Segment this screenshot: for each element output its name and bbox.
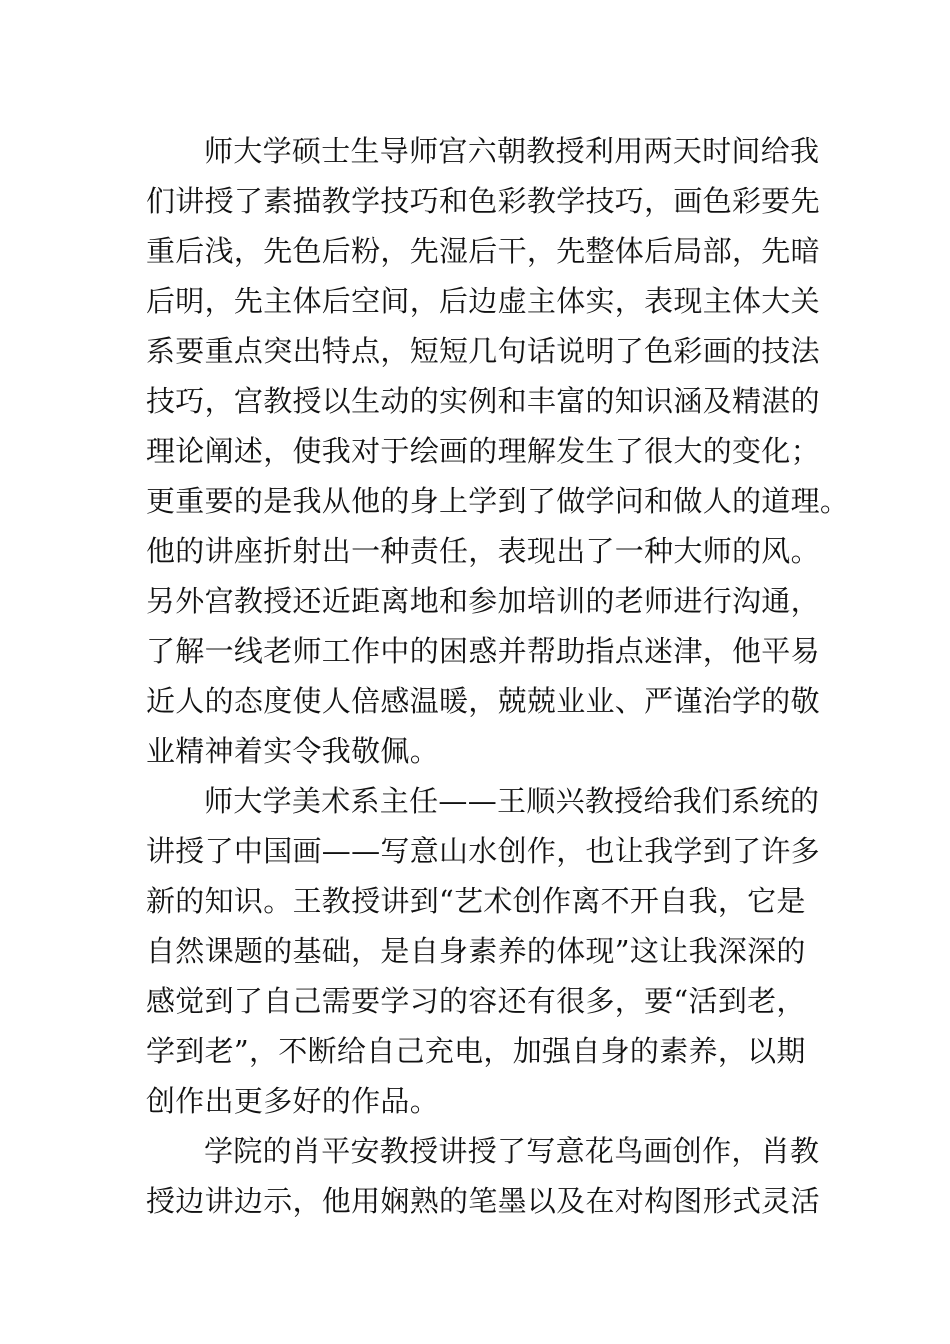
paragraph-1-line-4: 后明，先主体后空间，后边虚主体实，表现主体大关	[146, 284, 820, 318]
paragraph-1-line-3: 重后浅，先色后粉，先湿后干，先整体后局部，先暗	[146, 234, 820, 268]
paragraph-1-line-1: 师大学硕士生导师宫六朝教授利用两天时间给我	[204, 134, 820, 168]
paragraph-1-line-12: 近人的态度使人倍感温暖，兢兢业业、严谨治学的敬	[146, 684, 820, 718]
paragraph-1-line-9: 他的讲座折射出一种责任，表现出了一种大师的风。	[146, 534, 820, 568]
paragraph-2-line-4: 自然课题的基础，是自身素养的体现”这让我深深的	[146, 934, 806, 968]
paragraph-2-line-5: 感觉到了自己需要学习的容还有很多，要“活到老，	[146, 984, 806, 1018]
paragraph-1-line-2: 们讲授了素描教学技巧和色彩教学技巧，画色彩要先	[146, 184, 820, 218]
paragraph-1-line-6: 技巧，宫教授以生动的实例和丰富的知识涵及精湛的	[146, 384, 820, 418]
paragraph-2-line-1: 师大学美术系主任——王顺兴教授给我们系统的	[204, 784, 820, 818]
paragraph-1-line-7: 理论阐述，使我对于绘画的理解发生了很大的变化；	[146, 434, 820, 468]
paragraph-2-line-2: 讲授了中国画——写意山水创作，也让我学到了许多	[146, 834, 820, 868]
paragraph-1-line-13: 业精神着实令我敬佩。	[146, 734, 440, 768]
paragraph-3-line-1: 学院的肖平安教授讲授了写意花鸟画创作，肖教	[204, 1134, 820, 1168]
paragraph-1-line-11: 了解一线老师工作中的困惑并帮助指点迷津，他平易	[146, 634, 820, 668]
paragraph-1-line-8: 更重要的是我从他的身上学到了做学问和做人的道理。	[146, 484, 850, 518]
paragraph-3-line-2: 授边讲边示，他用娴熟的笔墨以及在对构图形式灵活	[146, 1184, 820, 1218]
paragraph-2-line-3: 新的知识。王教授讲到“艺术创作离不开自我，它是	[146, 884, 806, 918]
paragraph-1-line-10: 另外宫教授还近距离地和参加培训的老师进行沟通，	[146, 584, 820, 618]
body-text	[146, 126, 850, 1226]
paragraph-1-line-5: 系要重点突出特点，短短几句话说明了色彩画的技法	[146, 334, 820, 368]
paragraph-2-line-6: 学到老”，不断给自己充电，加强自身的素养，以期	[146, 1034, 806, 1068]
paragraph-2-line-7: 创作出更多好的作品。	[146, 1084, 440, 1118]
